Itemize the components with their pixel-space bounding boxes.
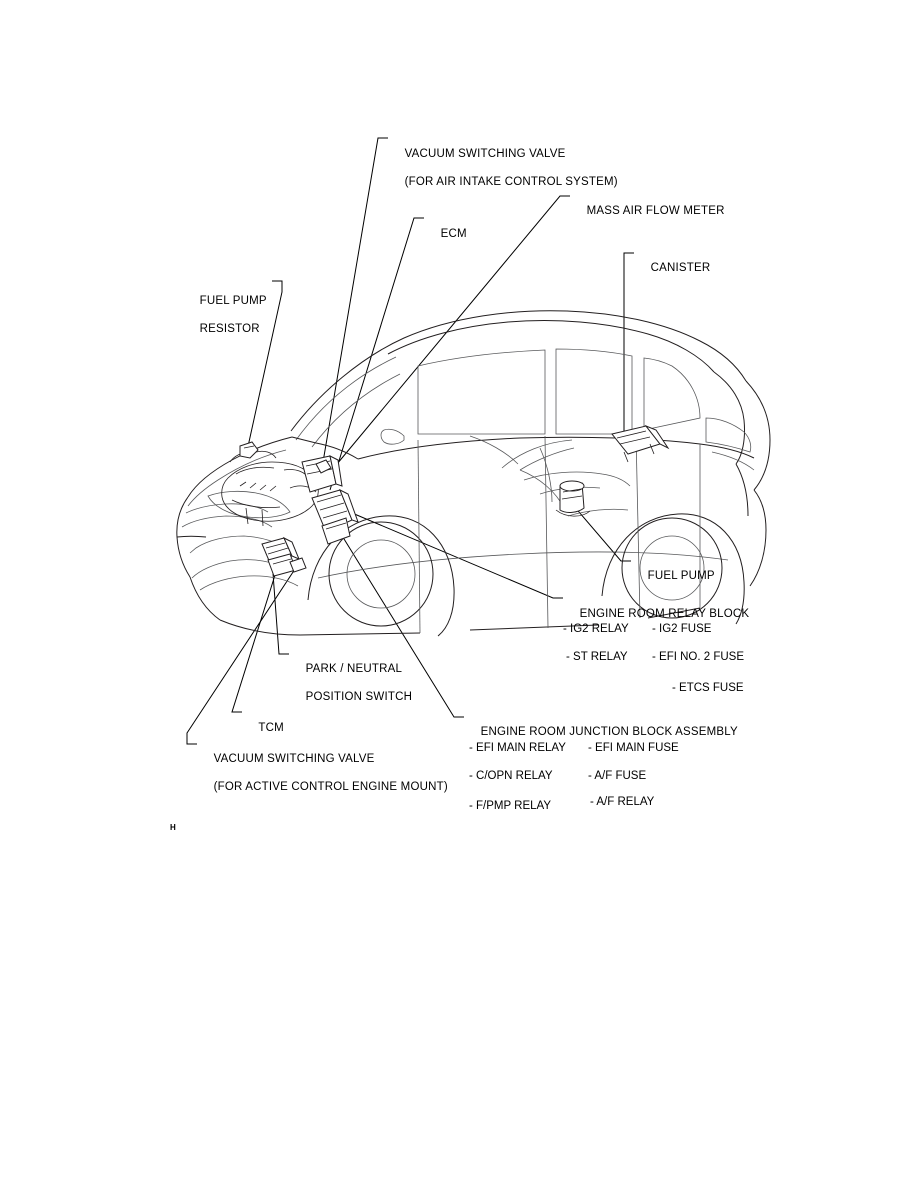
callout-canister — [637, 247, 710, 289]
callout-line1: ENGINE ROOM JUNCTION BLOCK ASSEMBLY — [480, 726, 738, 738]
callout-line2: POSITION SWITCH — [305, 691, 413, 703]
callout-line2: (FOR ACTIVE CONTROL ENGINE MOUNT) — [213, 781, 448, 793]
relay-block-item-efi-no2-fuse: - EFI NO. 2 FUSE — [652, 651, 745, 663]
callout-line1: FUEL PUMP — [199, 295, 267, 307]
callout-line2: RESISTOR — [199, 323, 260, 335]
engine-bay-components — [222, 426, 668, 576]
callout-fuel-pump-resistor — [186, 280, 267, 350]
callout-line1: CANISTER — [650, 262, 711, 274]
junction-block-item-fpmp-relay: - F/PMP RELAY — [469, 800, 552, 812]
callout-line1: VACUUM SWITCHING VALVE — [213, 753, 375, 765]
callout-fuel-pump — [634, 555, 715, 597]
callout-mass-air-flow-meter — [573, 190, 725, 232]
junction-block-item-efi-main-fuse: - EFI MAIN FUSE — [588, 742, 679, 754]
relay-block-item-ig2-relay: - IG2 RELAY — [563, 623, 629, 635]
callout-line1: VACUUM SWITCHING VALVE — [404, 148, 566, 160]
callout-ecm — [427, 213, 467, 255]
relay-block-item-ig2-fuse: - IG2 FUSE — [652, 623, 712, 635]
junction-block-item-copn-relay: - C/OPN RELAY — [469, 770, 553, 782]
junction-block-item-efi-main-relay: - EFI MAIN RELAY — [469, 742, 566, 754]
junction-block-item-af-relay: - A/F RELAY — [590, 796, 655, 808]
callout-line1: MASS AIR FLOW METER — [586, 205, 725, 217]
relay-block-item-st-relay: - ST RELAY — [566, 651, 628, 663]
callout-line1: TCM — [258, 722, 284, 734]
callout-park-neutral-position-switch — [292, 648, 412, 718]
callout-line1: PARK / NEUTRAL — [305, 663, 403, 675]
callout-line2: (FOR AIR INTAKE CONTROL SYSTEM) — [404, 176, 618, 188]
callout-line1: ECM — [440, 228, 467, 240]
junction-block-item-af-fuse: - A/F FUSE — [588, 770, 647, 782]
callout-line1: ENGINE ROOM RELAY BLOCK — [579, 608, 750, 620]
page-footer-mark: H — [170, 823, 176, 832]
callout-line1: FUEL PUMP — [647, 570, 715, 582]
relay-block-item-etcs-fuse: - ETCS FUSE — [672, 682, 744, 694]
callout-vsv-active-control-engine-mount — [200, 738, 448, 808]
